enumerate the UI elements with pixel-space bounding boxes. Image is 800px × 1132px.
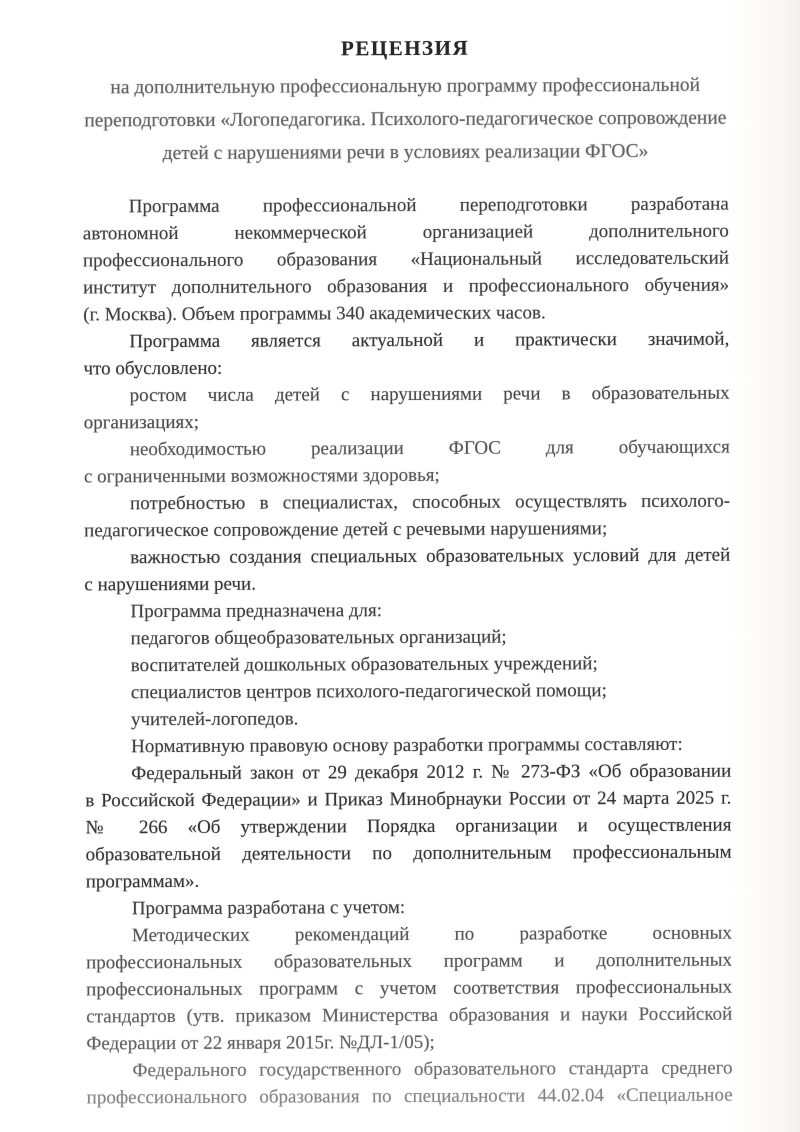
text-line: образовательной деятельности по дополнительным профессиональным <box>85 841 732 866</box>
text-line: автономной некоммерческой организацией дополнительного <box>82 220 729 245</box>
text-line: воспитателей дошкольных образовательных учреждений; <box>130 653 598 677</box>
text-line: с нарушениями речи. <box>84 573 256 596</box>
document-body <box>83 191 733 1112</box>
text-line: № 266 «Об утверждении Порядка организации и осуществления <box>85 814 732 839</box>
text-line: важностью создания специальных образовательных условий для детей <box>130 544 731 569</box>
text-line: с ограниченными возможностями здоровья; <box>83 464 440 488</box>
text-line: профессиональных программ с учетом соответствия профессиональных <box>86 976 733 1001</box>
text-line: институт дополнительного образования и профессионального обучения» <box>83 274 730 299</box>
text-line: Нормативную правовую основу разработки программы составляют: <box>131 733 683 758</box>
text-line: Программа является актуальной и практически значимой, <box>129 328 730 353</box>
text-line: Федеральный закон от 29 декабря 2012 г. № 273-ФЗ «Об образовании <box>131 760 732 785</box>
text-line: педагогов общеобразовательных организаций; <box>130 626 507 650</box>
subtitle-line: детей с нарушениями речи в условиях реализации ФГОС» <box>162 140 649 165</box>
text-line: стандартов (утв. приказом Министерства образования и науки Российской <box>86 1003 733 1028</box>
text-line: Программа предназначена для: <box>130 600 383 623</box>
text-line: ростом числа детей с нарушениями речи в образовательных <box>129 382 730 407</box>
text-line: Федерального государственного образовательного стандарта среднего <box>132 1057 733 1082</box>
text-line: в Российской Федерации» и Приказ Минобрнауки России от 24 марта 2025 г. <box>85 787 732 812</box>
subtitle-line: на дополнительную профессиональную программу профессиональной <box>110 74 701 99</box>
document-subtitle <box>82 69 728 171</box>
text-line: организациях; <box>83 411 200 434</box>
text-line: профессионального образования по специальности 44.02.04 «Специальное <box>86 1084 733 1109</box>
text-line: профессиональных образовательных программ и дополнительных <box>85 949 733 974</box>
text-line: программам». <box>85 870 200 893</box>
subtitle-line: переподготовки «Логопедагогика. Психолого-педагогическое сопровождение <box>84 107 727 132</box>
text-line: что обусловлено: <box>83 357 223 380</box>
text-line: учителей-логопедов. <box>130 708 299 731</box>
text-line: (г. Москва). Объем программы 340 академических часов. <box>83 302 546 326</box>
text-line: потребностью в специалистах, способных осуществлять психолого- <box>129 490 731 515</box>
text-line: профессионального образования «Национальный исследовательский <box>82 247 730 272</box>
text-line: необходимостью реализации ФГОС для обучающихся <box>129 436 730 461</box>
text-line: Федерации от 22 января 2015г. №ДЛ-1/05); <box>86 1031 435 1055</box>
text-line: специалистов центров психолого-педагогической помощи; <box>130 680 607 704</box>
document-title: РЕЦЕНЗИЯ <box>340 35 470 61</box>
text-line: Программа разработана с учетом: <box>131 897 406 920</box>
document-content <box>82 35 733 1112</box>
text-line: Программа профессиональной переподготовки разработана <box>128 193 729 218</box>
text-line: Методических рекомендаций по разработке основных <box>131 922 732 947</box>
text-line: педагогическое сопровождение детей с речевыми нарушениями; <box>84 518 608 542</box>
